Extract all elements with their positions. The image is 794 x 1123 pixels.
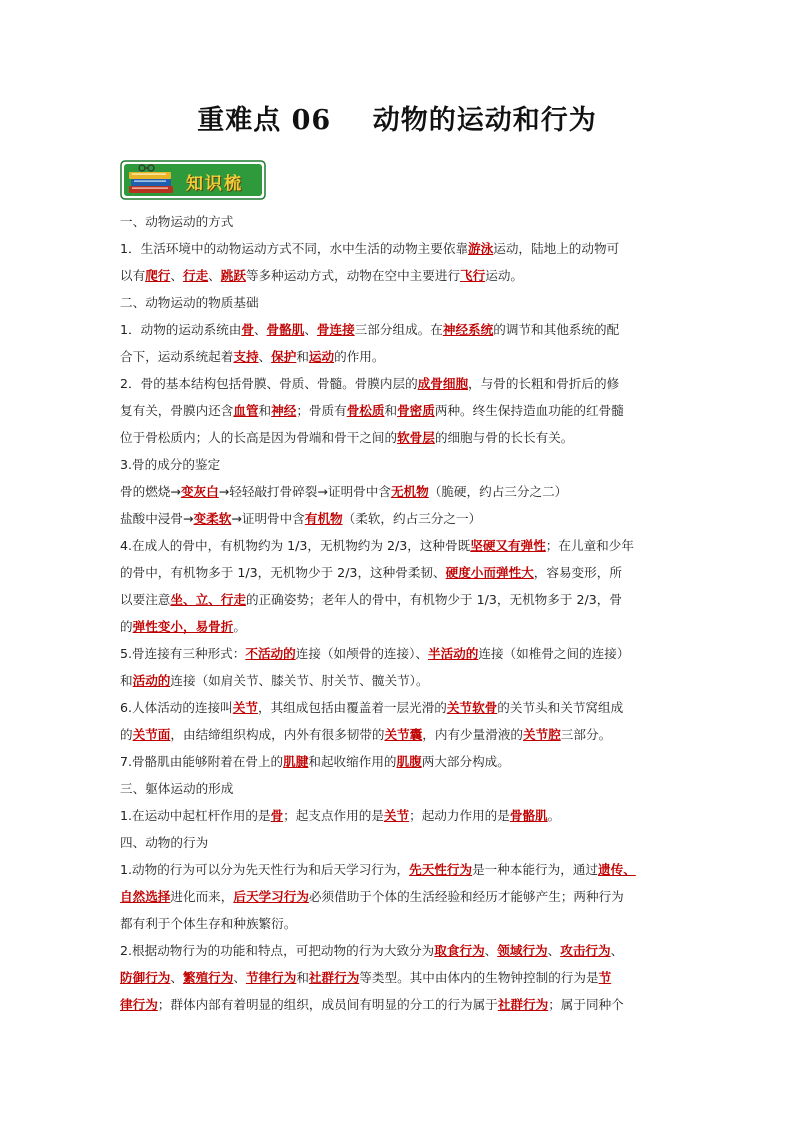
text-line (120, 667, 680, 694)
keyword-answer: 不活动的 (245, 646, 296, 661)
text-line (120, 424, 680, 451)
text-span: ；骨质有 (296, 403, 347, 418)
text-span: 位于骨松质内；人的长高是因为骨端和骨干之间的 (120, 430, 398, 445)
text-span: 的 (120, 619, 133, 634)
text-span: ；起动力作用的是 (409, 808, 510, 823)
keyword-answer: 半活动的 (427, 646, 479, 661)
text-line (120, 397, 680, 424)
keyword-answer: 关节 (232, 700, 258, 715)
keyword-answer: 游泳 (468, 241, 494, 256)
text-span: ，内有少量滑液的 (422, 727, 523, 742)
keyword-answer: 关节腔 (523, 727, 561, 742)
keyword-answer: 坚硬又有弹性 (470, 538, 546, 553)
text-span: 和 (120, 673, 133, 688)
text-span: 必须借助于个体的生活经验和经历才能够产生；两种行为 (308, 889, 624, 904)
keyword-answer: 活动的 (132, 673, 171, 688)
text-line (120, 316, 680, 343)
text-line (120, 559, 680, 586)
text-line (120, 370, 680, 397)
keyword-answer: 弹性变小，易骨折 (132, 619, 234, 634)
text-span: 和起收缩作用的 (308, 754, 397, 769)
text-span: ，由结缔组织构成，内外有很多韧带的 (170, 727, 385, 742)
text-span: 、 (253, 322, 267, 337)
text-span: 1.动物的行为可以分为先天性行为和后天学习行为， (120, 862, 410, 877)
document-body (120, 208, 680, 1018)
keyword-answer: 有机物 (304, 511, 343, 526)
keyword-answer: 节律行为 (245, 970, 297, 985)
text-line (120, 262, 680, 289)
text-span: ，与骨的长粗和骨折后的修 (468, 376, 620, 391)
keyword-answer: 跳跃 (220, 268, 246, 283)
keyword-answer: 防御行为 (120, 970, 171, 985)
badge-label: 知识梳 (186, 174, 243, 194)
text-span: 盐酸中浸骨→ (120, 511, 194, 526)
text-line (120, 235, 680, 262)
text-span: 运动，陆地上的动物可 (493, 241, 620, 256)
text-span: 和 (296, 970, 309, 985)
keyword-answer: 运动 (308, 349, 335, 364)
keyword-answer: 节 (598, 970, 612, 985)
text-span: 2．骨的基本结构包括骨膜、骨质、骨髓。骨膜内层的 (120, 376, 418, 391)
keyword-answer: 保护 (271, 349, 297, 364)
keyword-answer: 爬行 (145, 268, 171, 283)
keyword-answer: 骨密质 (397, 403, 435, 418)
text-line (120, 289, 680, 316)
keyword-answer: 骨连接 (316, 322, 355, 337)
text-span: 是一种本能行为，通过 (472, 862, 598, 877)
knowledge-badge (120, 160, 266, 200)
text-span: 两种。终生保持造血功能的红骨髓 (434, 403, 624, 418)
keyword-answer: 骨松质 (346, 403, 385, 418)
text-span: 和 (258, 403, 272, 418)
keyword-answer: 遗传、 (598, 862, 636, 877)
text-span: 、 (304, 322, 317, 337)
text-span: →轻轻敲打骨碎裂→证明骨中含 (218, 484, 391, 499)
text-span: 以要注意 (120, 592, 171, 607)
text-span: 1．生活环境中的动物运动方式不同，水中生活的动物主要依靠 (120, 241, 469, 256)
text-span: ，其组成包括由覆盖着一层光滑的 (257, 700, 447, 715)
keyword-answer: 肌腹 (396, 754, 422, 769)
keyword-answer: 关节 (383, 808, 410, 823)
text-span: 的关节头和关节窝组成 (497, 700, 624, 715)
text-span: 2.根据动物行为的功能和特点，可把动物的行为大致分为 (120, 943, 435, 958)
keyword-answer: 社群行为 (308, 970, 360, 985)
text-span: 、 (484, 943, 498, 958)
keyword-answer: 先天性行为 (409, 862, 473, 877)
text-span: 的调节和其他系统的配 (493, 322, 620, 337)
text-span: 的 (120, 727, 133, 742)
text-span: 以有 (120, 268, 146, 283)
keyword-answer: 支持 (233, 349, 259, 364)
text-span: 、 (547, 943, 561, 958)
keyword-answer: 后天学习行为 (233, 889, 309, 904)
text-line (120, 910, 680, 937)
keyword-answer: 无机物 (390, 484, 429, 499)
text-span: →证明骨中含 (231, 511, 305, 526)
keyword-answer: 肌腱 (283, 754, 309, 769)
keyword-answer: 取食行为 (434, 943, 485, 958)
keyword-answer: 成骨细胞 (417, 376, 469, 391)
text-span: 的骨中，有机物多于 1/3，无机物少于 2/3，这种骨柔韧、 (120, 565, 446, 580)
text-span: 等多种运动方式，动物在空中主要进行 (245, 268, 461, 283)
text-line (120, 775, 680, 802)
text-span: 的细胞与骨的长长有关。 (434, 430, 574, 445)
keyword-answer: 关节软骨 (446, 700, 498, 715)
text-span: 的正确姿势；老年人的骨中，有机物少于 1/3，无机物多于 2/3，骨 (245, 592, 622, 607)
text-line (120, 937, 680, 964)
keyword-answer: 骨骼肌 (509, 808, 548, 823)
text-span: 三、躯体运动的形成 (120, 781, 234, 796)
text-line (120, 721, 680, 748)
keyword-answer: 神经 (271, 403, 297, 418)
keyword-answer: 变灰白 (180, 484, 219, 499)
text-span: 。 (547, 808, 561, 823)
text-span: ；起支点作用的是 (283, 808, 384, 823)
text-line (120, 802, 680, 829)
text-span: 复有关，骨膜内还含 (120, 403, 234, 418)
page-title: 重难点 06 动物的运动和行为 (197, 105, 597, 136)
keyword-answer: 神经系统 (442, 322, 494, 337)
keyword-answer: 律行为 (120, 997, 158, 1012)
text-line (120, 343, 680, 370)
keyword-answer: 领域行为 (497, 943, 548, 958)
text-span: （柔软，约占三分之一） (342, 511, 482, 526)
text-line (120, 586, 680, 613)
text-span: 6.人体活动的连接叫 (120, 700, 233, 715)
text-span: 都有利于个体生存和种族繁衍。 (120, 916, 297, 931)
text-span: 7.骨骼肌由能够附着在骨上的 (120, 754, 284, 769)
keyword-answer: 关节面 (132, 727, 171, 742)
keyword-answer: 飞行 (460, 268, 486, 283)
text-span: 运动。 (485, 268, 523, 283)
keyword-answer: 变柔软 (193, 511, 232, 526)
text-line (120, 505, 680, 532)
text-span: 1.在运动中起杠杆作用的是 (120, 808, 271, 823)
keyword-answer: 繁殖行为 (182, 970, 234, 985)
keyword-answer: 软骨层 (397, 430, 435, 445)
text-line (120, 829, 680, 856)
text-line (120, 640, 680, 667)
text-span: 、 (258, 349, 272, 364)
text-span: 三部分。 (560, 727, 612, 742)
text-line (120, 991, 680, 1018)
text-span: 三部分组成。在 (354, 322, 443, 337)
text-span: 骨的燃烧→ (120, 484, 181, 499)
text-line (120, 613, 680, 640)
text-span: ；属于同种个 (548, 997, 624, 1012)
text-span: 1．动物的运动系统由 (120, 322, 242, 337)
text-span: 5.骨连接有三种形式： (120, 646, 246, 661)
text-span: 两大部分构成。 (421, 754, 510, 769)
text-span: 二、动物运动的物质基础 (120, 295, 259, 310)
text-span: 的作用。 (334, 349, 385, 364)
text-span: 四、动物的行为 (120, 835, 209, 850)
text-span: 和 (384, 403, 398, 418)
text-span: 和 (296, 349, 309, 364)
keyword-answer: 血管 (233, 403, 259, 418)
text-span: ，容易变形，所 (533, 565, 622, 580)
keyword-answer: 骨骼肌 (266, 322, 305, 337)
text-span: 、 (170, 268, 183, 283)
text-span: 连接（如颅骨的连接）、 (295, 646, 428, 661)
keyword-answer: 坐、立、行走 (170, 592, 246, 607)
text-span: ；群体内部有着明显的组织，成员间有明显的分工的行为属于 (157, 997, 498, 1012)
text-line (120, 883, 680, 910)
text-line (120, 694, 680, 721)
text-span: 、 (233, 970, 246, 985)
keyword-answer: 攻击行为 (560, 943, 611, 958)
keyword-answer: 社群行为 (497, 997, 549, 1012)
text-span: 连接（如肩关节、膝关节、肘关节、髋关节）。 (170, 673, 429, 688)
text-line (120, 532, 680, 559)
text-span: 一、动物运动的方式 (120, 214, 234, 229)
text-span: （脆硬，约占三分之二） (428, 484, 568, 499)
text-line (120, 451, 680, 478)
keyword-answer: 关节囊 (384, 727, 423, 742)
text-span: 、 (610, 943, 624, 958)
text-span: 3.骨的成分的鉴定 (120, 457, 221, 472)
keyword-answer: 骨 (241, 322, 254, 337)
text-line (120, 964, 680, 991)
text-line (120, 208, 680, 235)
text-line (120, 856, 680, 883)
keyword-answer: 骨 (270, 808, 284, 823)
text-span: 、 (208, 268, 221, 283)
text-span: 连接（如椎骨之间的连接） (478, 646, 630, 661)
text-span: 等类型。其中由体内的生物钟控制的行为是 (359, 970, 599, 985)
text-line (120, 478, 680, 505)
text-span: ；在儿童和少年 (545, 538, 634, 553)
text-span: 。 (233, 619, 246, 634)
keyword-answer: 行走 (182, 268, 209, 283)
text-span: 进化而来， (170, 889, 234, 904)
keyword-answer: 硬度小而弹性大 (445, 565, 534, 580)
keyword-answer: 自然选择 (120, 889, 171, 904)
text-span: 、 (170, 970, 183, 985)
text-span: 4.在成人的骨中，有机物约为 1/3，无机物约为 2/3，这种骨既 (120, 538, 471, 553)
text-span: 合下，运动系统起着 (120, 349, 234, 364)
text-line (120, 748, 680, 775)
